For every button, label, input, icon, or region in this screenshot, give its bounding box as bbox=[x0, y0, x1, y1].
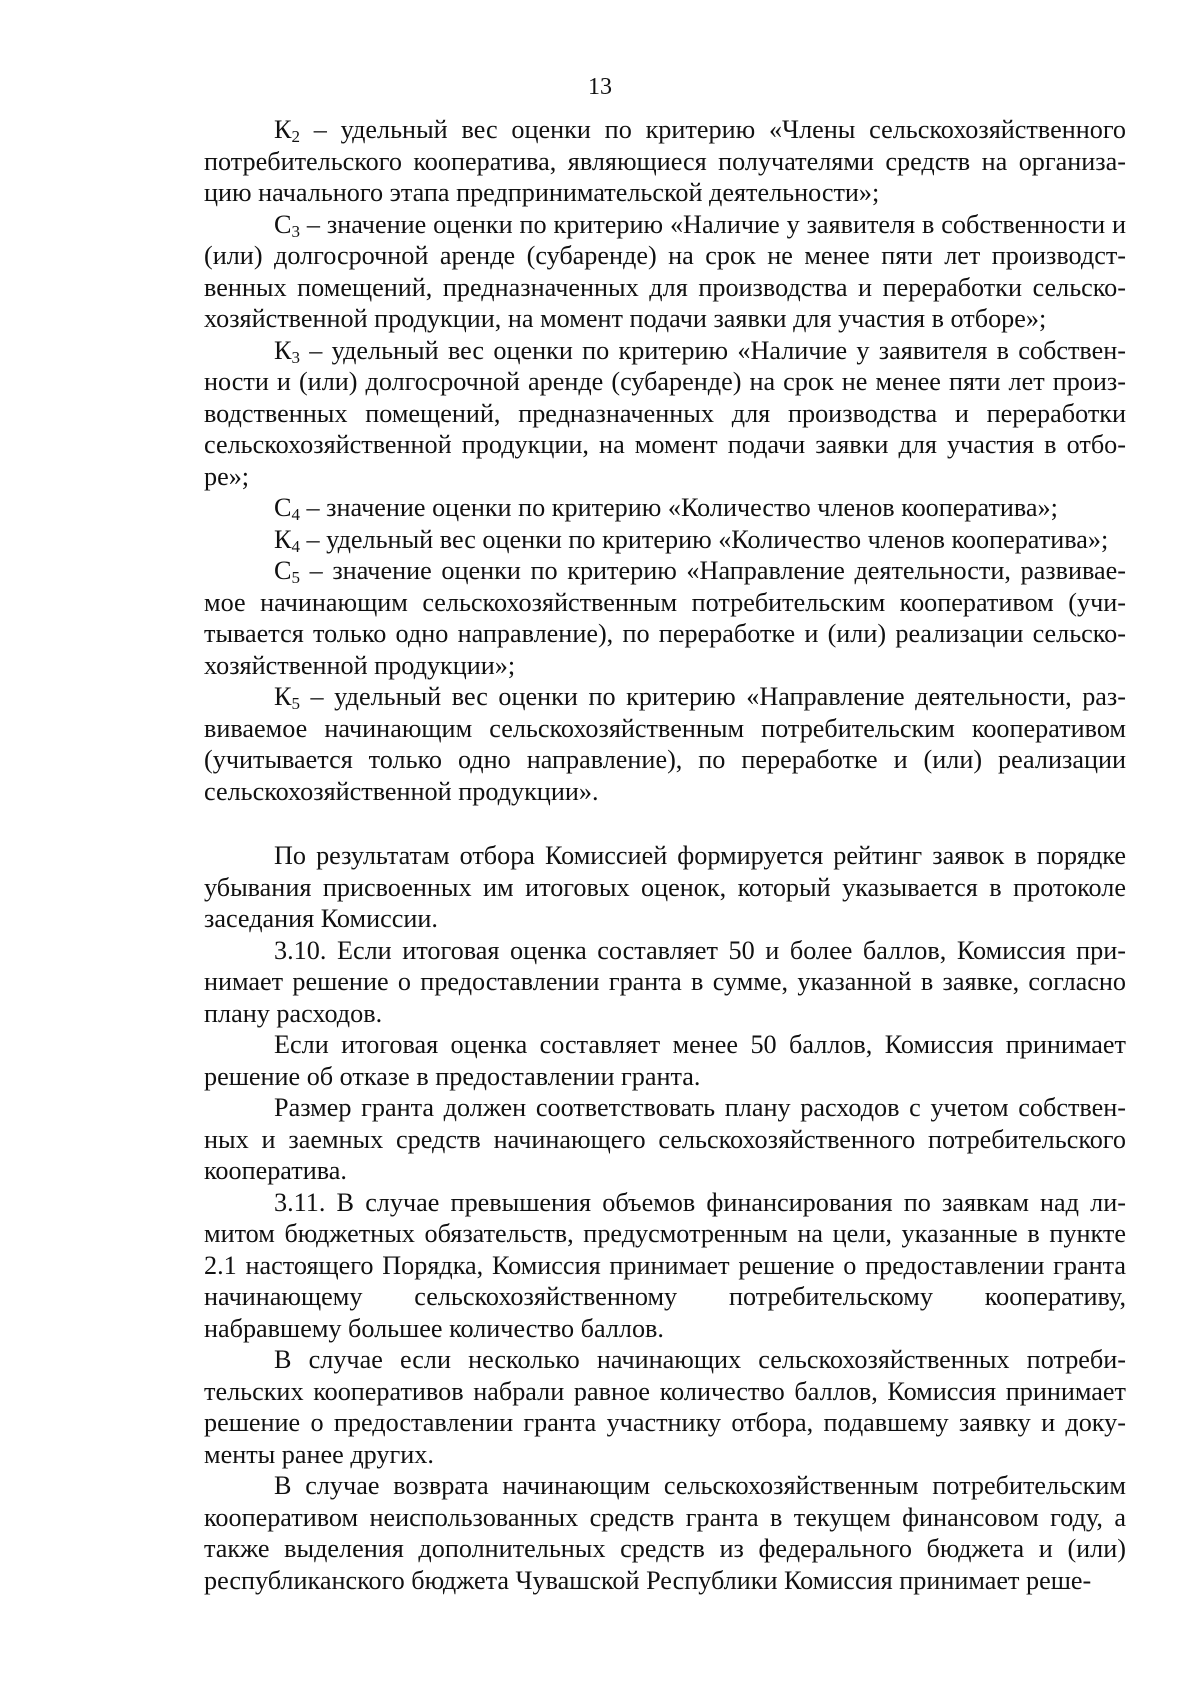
paragraph-3-10: 3.10. Если итоговая оценка составляет 50 и более баллов, Комиссия принимает решение о предоставлении гранта в сумме, указанной в заявке, согласно плану расходов. bbox=[204, 935, 1126, 1028]
definition-text: – значение оценки по критерию «Количество членов кооператива»; bbox=[299, 493, 1058, 522]
symbol: С bbox=[274, 556, 292, 585]
document-body bbox=[204, 114, 1126, 1596]
symbol-subscript: 5 bbox=[291, 694, 300, 713]
paragraph-return-funds: В случае возврата начинающим сельскохозяйственным потребительским кооперативом неиспользованных средств гранта в текущем финансовом году, а также выделения дополнительных средств из федерального бюджета и (или) республиканского бюджета Чувашской Республики Комиссия принимает реше- bbox=[204, 1471, 1126, 1595]
symbol-subscript: 4 bbox=[291, 505, 300, 524]
symbol-subscript: 2 bbox=[291, 127, 300, 146]
definition-text: – удельный вес оценки по критерию «Направление деятельности, развиваемое начинающим сельскохозяйственным потребительским кооперативом (учитывается только одно направление), по переработке и (или) реализации сельскохозяйственной продукции». bbox=[204, 682, 1126, 806]
paragraph-rating: По результатам отбора Комиссией формируется рейтинг заявок в порядке убывания присвоенных им итоговых оценок, который указывается в протоколе заседания Комиссии. bbox=[204, 841, 1126, 933]
paragraph-equal-points: В случае если несколько начинающих сельскохозяйственных потребительских кооперативов набрали равное количество баллов, Комиссия принимает решение о предоставлении гранта участнику отбора, подавшему заявку и документы ранее других. bbox=[204, 1345, 1126, 1469]
definition-text: – удельный вес оценки по критерию «Наличие у заявителя в собственности и (или) долгосрочной аренде (субаренде) на срок не менее пяти лет производственных помещений, предназначенных для производства и переработки сельскохозяйственной продукции, на момент подачи заявки для участия в отборе»; bbox=[204, 335, 1126, 491]
definition-k5 bbox=[204, 681, 1126, 807]
paragraph-3-11: 3.11. В случае превышения объемов финансирования по заявкам над лимитом бюджетных обязательств, предусмотренным на цели, указанные в пункте 2.1 настоящего Порядка, Комиссия принимает решение о предоставлении гранта начинающему сельскохозяйственному потребительскому кооперативу, набравшему большее количество баллов. bbox=[204, 1187, 1126, 1343]
paragraph-gap bbox=[204, 807, 1126, 840]
symbol-subscript: 3 bbox=[291, 221, 300, 241]
symbol: К bbox=[274, 115, 292, 144]
page-number: 13 bbox=[588, 74, 612, 100]
definition-c5 bbox=[204, 555, 1126, 681]
symbol-subscript: 4 bbox=[291, 536, 300, 556]
symbol: С bbox=[274, 209, 292, 239]
symbol: К bbox=[274, 524, 292, 554]
definition-text: – удельный вес оценки по критерию «Количество членов кооператива»; bbox=[299, 524, 1109, 554]
paragraph-grant-size: Размер гранта должен соответствовать плану расходов с учетом собственных и заемных средств начинающего сельскохозяйственного потребительского кооператива. bbox=[204, 1093, 1126, 1185]
symbol-subscript: 5 bbox=[291, 568, 300, 587]
definition-k3 bbox=[204, 335, 1126, 493]
symbol: К bbox=[274, 682, 292, 711]
symbol: К bbox=[274, 335, 292, 365]
symbol-subscript: 3 bbox=[291, 347, 300, 367]
symbol: С bbox=[274, 493, 292, 522]
definition-text: – удельный вес оценки по критерию «Члены сельскохозяйственного потребительского кооператива, являющиеся получателями средств на организацию начального этапа предпринимательской деятельности»; bbox=[204, 115, 1126, 207]
definition-k4 bbox=[204, 524, 1126, 556]
definition-c3 bbox=[204, 209, 1126, 335]
definition-k2 bbox=[204, 114, 1126, 209]
paragraph-refusal: Если итоговая оценка составляет менее 50 баллов, Комиссия принимает решение об отказе в предоставлении гранта. bbox=[204, 1030, 1126, 1091]
definition-text: – значение оценки по критерию «Направление деятельности, развиваемое начинающим сельскохозяйственным потребительским кооперативом (учитывается только одно направление), по переработке и (или) реализации сельскохозяйственной продукции»; bbox=[204, 556, 1126, 680]
definition-c4 bbox=[204, 492, 1126, 524]
definition-text: – значение оценки по критерию «Наличие у заявителя в собственности и (или) долгосрочной аренде (субаренде) на срок не менее пяти лет производственных помещений, предназначенных для производства и переработки сельскохозяйственной продукции, на момент подачи заявки для участия в отборе»; bbox=[204, 209, 1126, 333]
